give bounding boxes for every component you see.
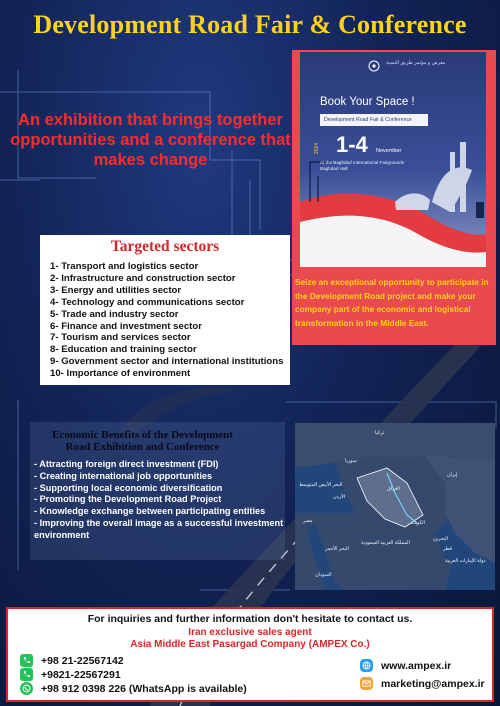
economic-benefits-title [20,429,265,453]
phone-link-1[interactable]: +98 21-22567142 [41,654,124,667]
map-label: تركيا [375,431,385,436]
list-item: - Improving the overall image as a successful investment environment [34,517,284,540]
map-label: المملكة العربية السعودية [361,541,410,546]
list-item: 10- Importance of environment [50,368,191,380]
list-item: 9- Government sector and international institutions [50,356,284,368]
list-item: 8- Education and training sector [50,344,197,356]
list-item: 4- Technology and communications sector [50,296,245,308]
email-link[interactable]: marketing@ampex.ir [381,677,485,690]
map-label: دولة الإمارات العربية [445,559,486,564]
contact-box [6,607,494,702]
list-item: 3- Energy and utilities sector [50,284,182,296]
map-label: مصر [303,519,313,524]
map-label: العراق [387,487,400,492]
targeted-sectors-box [40,235,290,385]
list-item: - Knowledge exchange between participating entities [34,506,266,517]
poster-subtitle: Development Road Fair & Conference [320,114,428,126]
list-item: - Supporting local economic diversification [34,482,223,493]
map-label: البحرين [433,537,448,542]
company-name: Asia Middle East Pasargad Company (AMPEX Co.) [130,639,370,650]
sectors-list [50,261,283,380]
list-item: - Promoting the Development Road Project [34,494,222,505]
map-label: إيران [447,473,458,478]
list-item: 5- Trade and industry sector [50,308,179,320]
sales-agent-label: Iran exclusive sales agent [188,627,312,638]
economic-title-line1: Economic Benefits of the Development [52,429,233,441]
region-map [295,423,495,590]
poster-month: November [376,148,402,154]
tagline: An exhibition that brings together opportunities and a conference that makes change [10,111,291,169]
phone-link-2[interactable]: +9821-22567291 [41,668,121,681]
whatsapp-icon [20,682,33,695]
whatsapp-row [20,682,247,695]
economic-title-line2: Road Exhibition and Conference [65,441,220,453]
map-shapes [295,423,495,590]
map-label: سوريا [345,459,357,464]
list-item: - Creating international job opportunities [34,470,213,481]
email-row [360,677,485,690]
page-title: Development Road Fair & Conference [33,10,467,39]
map-label: قطر [443,547,452,552]
poster-book-label: Book Your Space ! [320,96,415,108]
map-label: السودان [315,573,332,578]
list-item: 6- Finance and investment sector [50,320,202,332]
phone-icon [20,668,33,681]
invitation-text: Seize an exceptional opportunity to participate in the Development Road project and make your company part of the economic and logistical transformation in the Middle East. [295,277,489,328]
svg-text:2024: 2024 [314,142,320,154]
sectors-title: Targeted sectors [110,238,220,255]
phone-row-1 [20,654,124,667]
whatsapp-link[interactable]: +98 912 0398 226 (WhatsApp is available) [41,682,247,695]
map-label: البحر الأحمر [325,547,349,552]
phone-row-2 [20,668,121,681]
email-icon [360,677,373,690]
phone-icon [20,654,33,667]
website-link[interactable]: www.ampex.ir [381,659,452,672]
economic-benefits-list [34,459,289,542]
poster-logo-text: معرض و مؤتمر طريق التنمية [386,60,446,66]
event-poster [300,52,486,267]
list-item: - Attracting foreign direct investment (FDI) [34,459,219,469]
map-label: البحر الأبيض المتوسط [299,483,343,488]
list-item: 2- Infrastructure and construction sector [50,272,236,284]
contact-intro: For inquiries and further information don't hesitate to contact us. [87,613,413,625]
poster-date: 1-4 [336,132,368,157]
map-label: الكويت [411,521,425,526]
globe-icon [360,659,373,672]
map-label: الأردن [333,495,346,500]
list-item: 7- Tourism and services sector [50,332,191,344]
list-item: 1- Transport and logistics sector [50,261,199,272]
website-row [360,659,451,672]
poster-venue: At the Baghdad International Fairgrounds Baghdad Hall [320,160,405,171]
